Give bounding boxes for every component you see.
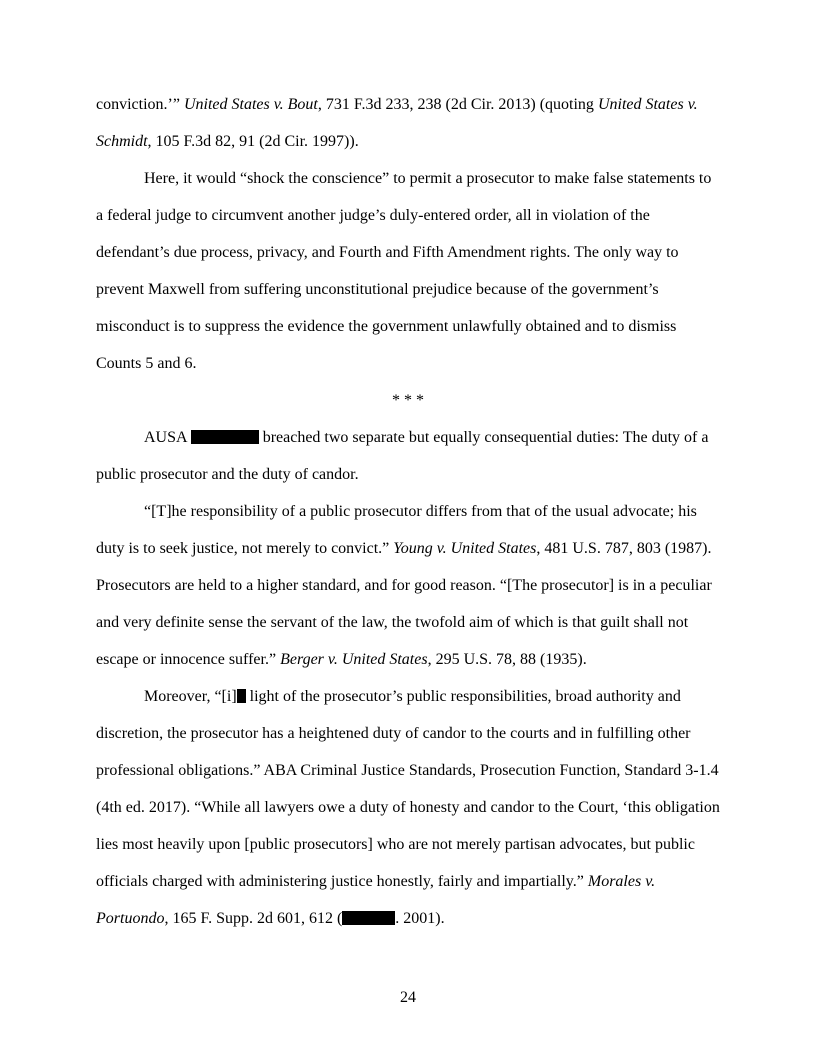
case-citation: Berger v. United States: [280, 651, 428, 668]
text-run: Moreover, “[i]: [144, 688, 237, 705]
paragraph-public-prosecutor: [96, 493, 720, 678]
text-run: . 2001).: [395, 910, 445, 927]
text-run: light of the prosecutor’s public responsibilities, broad authority and discretion, the prosecutor has a heightened duty of candor to the courts and in fulfilling other professional obligations.” ABA Criminal Justice Standards, Prosecution Function, Standard 3-1.4 (4th ed. 2017). “While all lawyers owe a duty of honesty and candor to the Court, ‘this obligation lies most heavily upon [public prosecutors] who are not merely partisan advocates, but public officials charged with administering justice honestly, fairly and impartially.”: [96, 688, 720, 890]
case-citation: Young v. United States: [393, 540, 537, 557]
text-run: conviction.’”: [96, 96, 184, 113]
redaction-box: [237, 689, 246, 703]
paragraph-shock-conscience: [96, 160, 720, 382]
paragraph-duty-of-candor: [96, 678, 720, 937]
paragraph-citation-continuation: [96, 86, 720, 160]
text-run: Here, it would “shock the conscience” to permit a prosecutor to make false statements to a federal judge to circumvent another judge’s duly-entered order, all in violation of the defendant’s due process, privacy, and Fourth and Fifth Amendment rights. The only way to prevent Maxwell from suffering unconstitutional prejudice because of the government’s misconduct is to suppress the evidence the government unlawfully obtained and to dismiss Counts 5 and 6.: [96, 170, 712, 372]
text-run: * * *: [392, 392, 424, 409]
text-run: “[T]he responsibility of a public prosecutor differs from that of the usual advocate; his duty is to seek justice, not merely to convict.”: [96, 503, 697, 557]
redaction-box: [191, 430, 259, 444]
text-run: , 105 F.3d 82, 91 (2d Cir. 1997)).: [147, 133, 359, 150]
text-run: , 165 F. Supp. 2d 601, 612 (: [164, 910, 343, 927]
case-citation: Morales v. Portuondo: [96, 873, 656, 927]
page-footer: [0, 988, 816, 1008]
text-run: AUSA: [144, 429, 191, 446]
text-run: breached two separate but equally consequential duties: The duty of a public prosecutor and the duty of candor.: [96, 429, 709, 483]
text-run: , 731 F.3d 233, 238 (2d Cir. 2013) (quoting: [317, 96, 598, 113]
case-citation: United States v. Bout: [183, 96, 318, 113]
text-run: , 481 U.S. 787, 803 (1987). Prosecutors are held to a higher standard, and for good reason. “[The prosecutor] is in a peculiar and very definite sense the servant of the law, the twofold aim of which is that guilt shall not escape or innocence suffer.”: [96, 540, 712, 668]
paragraph-ausa-duties: [96, 419, 720, 493]
redaction-box: [342, 911, 395, 925]
section-separator: [96, 382, 720, 419]
page-number: 24: [400, 989, 416, 1006]
document-body: [96, 86, 720, 937]
text-run: , 295 U.S. 78, 88 (1935).: [427, 651, 587, 668]
case-citation: United States v. Schmidt: [96, 96, 698, 150]
